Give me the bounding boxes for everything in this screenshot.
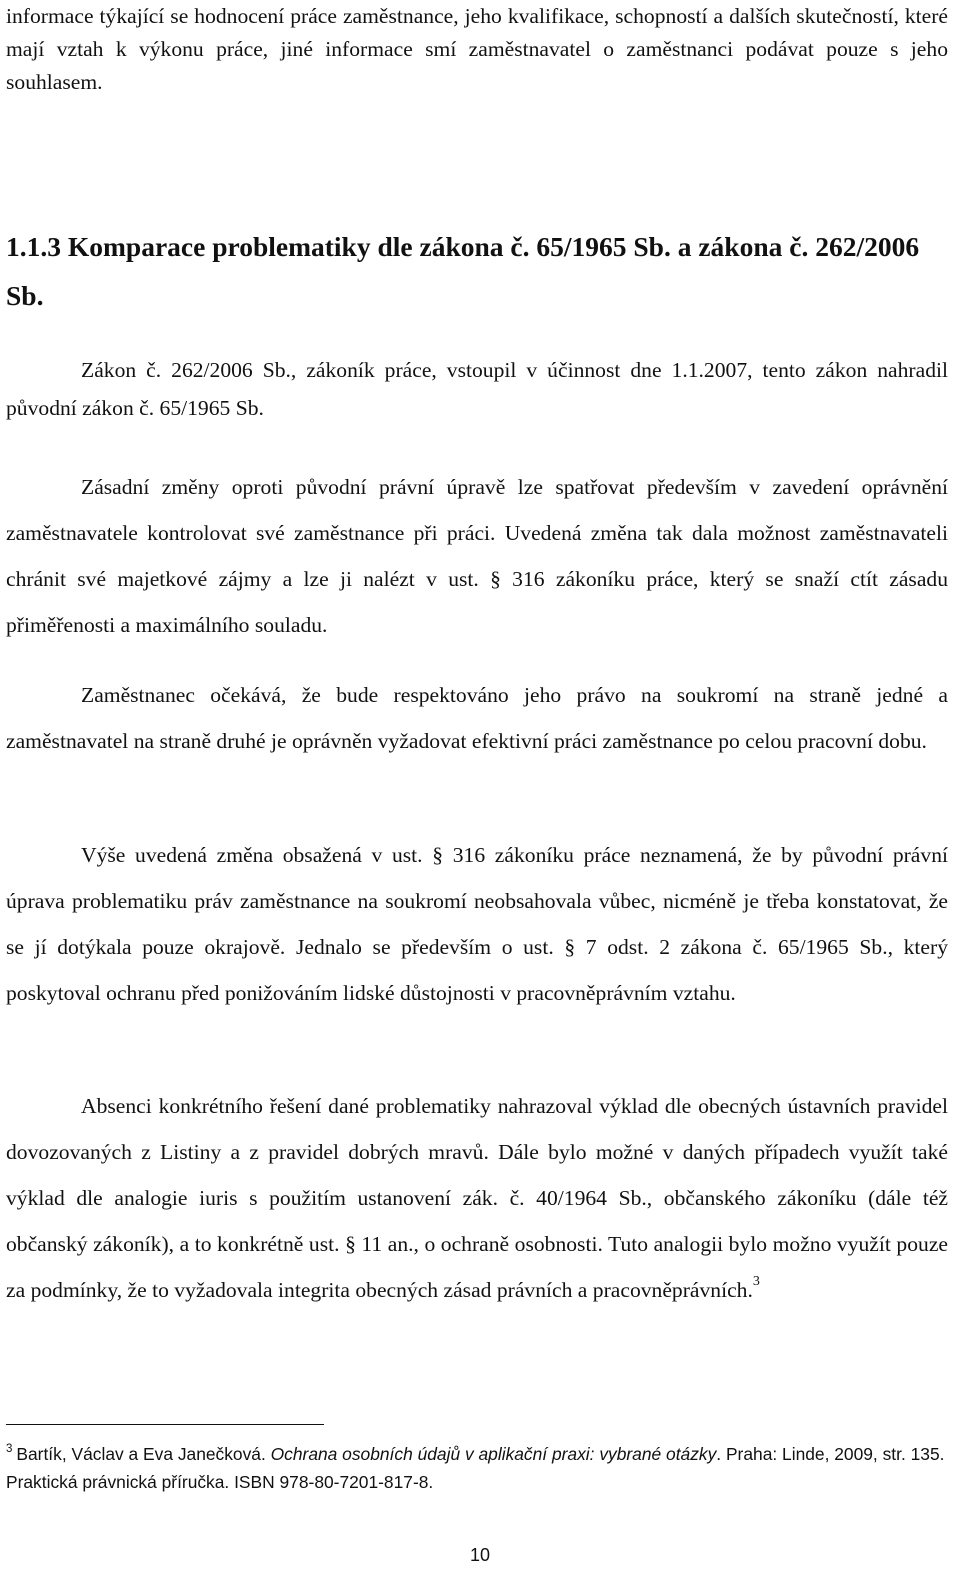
paragraph-main-changes: Zásadní změny oproti původní právní úpravě lze spatřovat především v zavedení oprávnění zaměstnavatele kontrolovat své zaměstnance při práci. Uvedená změna tak dala možnost zaměstnavateli chránit své majetkové zájmy a lze ji nalézt v ust. § 316 zákoníku práce, který se snaží ctít zásadu přiměřenosti a maximálního souladu. <box>6 475 948 637</box>
footnote-publication: . Praha: Linde, 2009, str. 135. Praktická právnická příručka. ISBN 978-80-7201-817-8. <box>6 1444 945 1492</box>
footnote-number: 3 <box>6 1443 13 1455</box>
footnote <box>6 1440 948 1496</box>
paragraph-law-effective: Zákon č. 262/2006 Sb., zákoník práce, vstoupil v účinnost dne 1.1.2007, tento zákon nahradil původní zákon č. 65/1965 Sb. <box>6 358 948 420</box>
paragraph-analogy-text: Absenci konkrétního řešení dané problematiky nahrazoval výklad dle obecných ústavních pravidel dovozovaných z Listiny a z pravidel dobrých mravů. Dále bylo možné v daných případech využít také výklad dle analogie iuris s použitím ustanovení zák. č. 40/1964 Sb., občanského zákoníku (dále též občanský zákoník), a to konkrétně ust. § 11 an., o ochraně osobnosti. Tuto analogii bylo možno využít pouze za podmínky, že to vyžadovala integrita obecných zásad právních a pracovněprávních. <box>6 1094 948 1302</box>
footnote-title: Ochrana osobních údajů v aplikační praxi: vybrané otázky <box>270 1444 717 1464</box>
paragraph-analogy <box>6 1083 948 1313</box>
footnote-authors: Bartík, Václav a Eva Janečková. <box>16 1444 266 1464</box>
section-heading: 1.1.3 Komparace problematiky dle zákona č. 65/1965 Sb. a zákona č. 262/2006 Sb. <box>6 231 920 311</box>
paragraph-original-regulation: Výše uvedená změna obsažená v ust. § 316 zákoníku práce neznamená, že by původní právní úprava problematiku práv zaměstnance na soukromí neobsahovala vůbec, nicméně je třeba konstatovat, že se jí dotýkala pouze okrajově. Jednalo se především o ust. § 7 odst. 2 zákona č. 65/1965 Sb., který poskytoval ochranu před ponižováním lidské důstojnosti v pracovněprávním vztahu. <box>6 843 948 1005</box>
footnote-separator <box>6 1424 324 1425</box>
paragraph-continued: informace týkající se hodnocení práce zaměstnance, jeho kvalifikace, schopností a dalších skutečností, které mají vztah k výkonu práce, jiné informace smí zaměstnavatel o zaměstnanci podávat pouze s jeho souhlasem. <box>6 4 948 94</box>
paragraph-employee-expectation: Zaměstnanec očekává, že bude respektováno jeho právo na soukromí na straně jedné a zaměstnavatel na straně druhé je oprávněn vyžadovat efektivní práci zaměstnance po celou pracovní dobu. <box>6 683 948 753</box>
page-number: 10 <box>469 1545 491 1565</box>
footnote-reference[interactable]: 3 <box>752 1274 760 1289</box>
